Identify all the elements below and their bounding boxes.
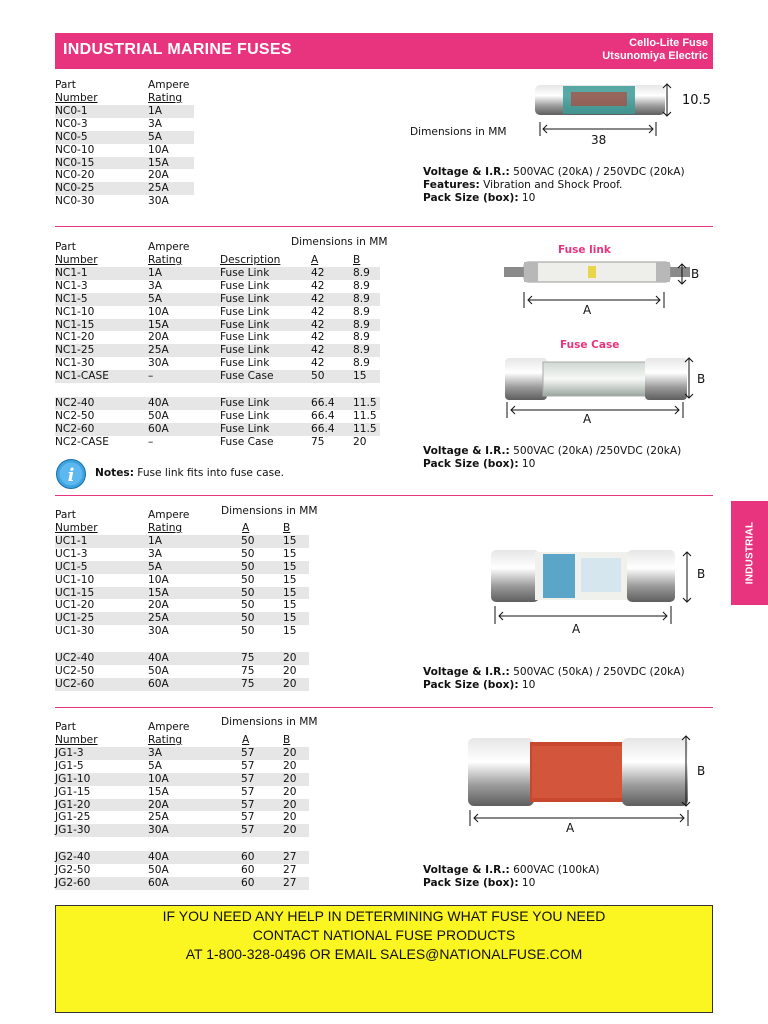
table-cell: JG2-40 xyxy=(55,851,91,863)
table-cell: 50 xyxy=(311,370,325,383)
table-cell: 75 xyxy=(241,652,255,664)
uc-header-a: A xyxy=(242,522,250,534)
notes-body: Fuse link fits into fuse case. xyxy=(133,467,284,479)
jg-hdr-part-line2: Number xyxy=(55,733,98,746)
table-cell: 42 xyxy=(311,344,325,357)
table-cell: 50A xyxy=(148,409,169,422)
table-cell: 20 xyxy=(283,785,297,798)
table-cell: JG2-60 xyxy=(55,876,91,889)
uc-header-part xyxy=(55,509,98,535)
nc-header-part xyxy=(55,241,98,267)
table-cell: 60A xyxy=(148,876,169,889)
table-cell: 3A xyxy=(148,747,162,759)
table-cell: 8.9 xyxy=(353,267,370,279)
table-cell: 1A xyxy=(148,267,162,279)
nc-header-dimensions: Dimensions in MM xyxy=(291,236,388,248)
uc-hdr-amp-line2: Rating xyxy=(148,521,183,534)
jg-fuse-diagram xyxy=(462,732,702,842)
table-cell: 50 xyxy=(241,625,255,638)
table-cell: 30A xyxy=(148,195,169,208)
table-cell: JG1-30 xyxy=(55,824,91,837)
table-cell: 20 xyxy=(283,772,297,785)
table-cell: 15 xyxy=(283,573,297,586)
uc-specs xyxy=(423,666,685,692)
fuse-link-diagram xyxy=(500,254,700,324)
table-cell: 57 xyxy=(241,811,255,824)
jg-dim-a: A xyxy=(566,821,575,835)
table-cell: 50A xyxy=(148,863,169,876)
table-cell: 42 xyxy=(311,318,325,331)
uc-pack-label: Pack Size (box): xyxy=(423,679,519,691)
uc-hdr-amp-line1: Ampere xyxy=(148,509,190,521)
table-cell: 20 xyxy=(283,798,297,811)
table-cell: 15 xyxy=(283,535,297,547)
table-cell: 1A xyxy=(148,535,162,547)
table-cell: UC2-60 xyxy=(55,677,95,690)
table-cell: 60A xyxy=(148,422,169,435)
table-cell: 57 xyxy=(241,824,255,837)
table-cell: 50 xyxy=(241,599,255,612)
table-cell: 20 xyxy=(283,759,297,772)
notes-text xyxy=(95,467,284,479)
table-cell: 8.9 xyxy=(353,292,370,305)
table-cell: 8.9 xyxy=(353,357,370,370)
table-cell: 8.9 xyxy=(353,331,370,344)
jg-header-part xyxy=(55,721,98,747)
page-title: INDUSTRIAL MARINE FUSES xyxy=(63,41,292,58)
table-cell: 75 xyxy=(311,435,325,448)
nc-header-description: Description xyxy=(220,254,281,266)
table-cell: Fuse Case xyxy=(220,370,274,383)
jg-pack: 10 xyxy=(518,877,536,889)
table-cell: NC0-10 xyxy=(55,143,95,156)
nc-header-a: A xyxy=(311,254,319,266)
brand-line-2: Utsunomiya Electric xyxy=(602,50,708,62)
uc-header-ampere xyxy=(148,509,189,535)
table-cell: 8.9 xyxy=(353,279,370,292)
table-cell: 20 xyxy=(283,677,297,690)
footer-line-3[interactable]: AT 1-800-328-0496 OR EMAIL SALES@NATIONALFUSE.COM xyxy=(185,946,583,962)
table-cell: 20 xyxy=(283,824,297,837)
table-cell: 60 xyxy=(241,863,255,876)
table-cell: 10A xyxy=(148,305,169,318)
table-cell: 40A xyxy=(148,851,169,863)
table-cell: Fuse Link xyxy=(220,305,270,318)
table-cell: 25A xyxy=(148,344,169,357)
jg-hdr-part-line1: Part xyxy=(55,721,76,733)
table-cell: 20A xyxy=(148,331,169,344)
table-cell: 20A xyxy=(148,599,169,612)
fuse-case-label: Fuse Case xyxy=(560,339,620,351)
table-cell: 15 xyxy=(353,370,367,383)
table-cell: 30A xyxy=(148,824,169,837)
table-cell: UC1-15 xyxy=(55,586,95,599)
table-cell: 42 xyxy=(311,267,325,279)
table-cell: 3A xyxy=(148,279,162,292)
table-cell: NC2-60 xyxy=(55,422,95,435)
table-cell: NC1-CASE xyxy=(55,370,109,383)
table-cell: 8.9 xyxy=(353,305,370,318)
table-cell: 60 xyxy=(241,851,255,863)
table-cell: JG1-25 xyxy=(55,811,91,824)
nc-hdr-part-line1: Part xyxy=(55,241,76,253)
nc-hdr-part-line2: Number xyxy=(55,253,98,266)
table-cell: 66.4 xyxy=(311,397,335,409)
jg-pack-label: Pack Size (box): xyxy=(423,877,519,889)
table-cell: 11.5 xyxy=(353,409,377,422)
table-cell: 15 xyxy=(283,612,297,625)
table-cell: 60A xyxy=(148,677,169,690)
fuse-link-label: Fuse link xyxy=(558,244,611,256)
table-cell: 11.5 xyxy=(353,422,377,435)
table-cell: NC2-40 xyxy=(55,397,95,409)
nc-header-b: B xyxy=(353,254,361,266)
table-cell: 11.5 xyxy=(353,397,377,409)
table-cell: 27 xyxy=(283,851,297,863)
table-cell: NC0-25 xyxy=(55,182,95,195)
fuse-link-dim-b: B xyxy=(691,267,700,281)
table-cell: UC1-25 xyxy=(55,612,95,625)
nc0-header-ampere xyxy=(148,79,189,105)
nc0-dim-label: Dimensions in MM xyxy=(410,126,507,138)
nc-pack-label: Pack Size (box): xyxy=(423,458,519,470)
jg-header-dimensions: Dimensions in MM xyxy=(221,716,318,728)
nc0-features-label: Features: xyxy=(423,179,480,191)
table-cell: UC1-1 xyxy=(55,535,88,547)
table-cell: Fuse Link xyxy=(220,331,270,344)
jg-voltage: 600VAC (100kA) xyxy=(509,864,600,876)
table-cell: 8.9 xyxy=(353,318,370,331)
table-cell: 75 xyxy=(241,664,255,677)
nc0-pack-label: Pack Size (box): xyxy=(423,192,519,204)
table-cell: UC1-10 xyxy=(55,573,95,586)
jg-header-ampere xyxy=(148,721,189,747)
table-cell: Fuse Link xyxy=(220,267,270,279)
nc-specs xyxy=(423,445,681,471)
table-cell: Fuse Link xyxy=(220,279,270,292)
uc-hdr-part-line2: Number xyxy=(55,521,98,534)
table-cell: NC0-3 xyxy=(55,117,88,130)
table-cell: NC1-5 xyxy=(55,292,88,305)
table-cell: 42 xyxy=(311,279,325,292)
footer-line-2: CONTACT NATIONAL FUSE PRODUCTS xyxy=(252,927,516,943)
table-cell: 5A xyxy=(148,759,162,772)
uc-voltage-label: Voltage & I.R.: xyxy=(423,666,510,678)
table-cell: Fuse Link xyxy=(220,318,270,331)
table-cell: 66.4 xyxy=(311,422,335,435)
table-cell: NC1-1 xyxy=(55,267,88,279)
table-cell: 15 xyxy=(283,586,297,599)
table-cell: 50 xyxy=(241,547,255,560)
jg-header-b: B xyxy=(283,734,291,746)
uc-voltage: 500VAC (50kA) / 250VDC (20kA) xyxy=(509,666,685,678)
table-cell: 57 xyxy=(241,785,255,798)
table-cell: NC1-25 xyxy=(55,344,95,357)
svg-text:i: i xyxy=(67,465,75,486)
table-cell: 50A xyxy=(148,664,169,677)
table-cell: 20A xyxy=(148,798,169,811)
table-cell: 20 xyxy=(283,747,297,759)
fuse-link-dim-a: A xyxy=(583,303,592,317)
nc0-hdr-amp-line1: Ampere xyxy=(148,79,190,91)
industrial-side-tab[interactable] xyxy=(731,501,768,605)
nc-hdr-amp-line1: Ampere xyxy=(148,241,190,253)
table-cell: Fuse Link xyxy=(220,409,270,422)
table-cell: 10A xyxy=(148,573,169,586)
table-cell: NC1-10 xyxy=(55,305,95,318)
notes-label: Notes: xyxy=(95,467,134,479)
uc-dim-b: B xyxy=(697,567,706,581)
table-cell: Fuse Link xyxy=(220,344,270,357)
table-cell: Fuse Link xyxy=(220,357,270,370)
table-cell: 8.9 xyxy=(353,344,370,357)
table-cell: 57 xyxy=(241,798,255,811)
table-cell: Fuse Link xyxy=(220,292,270,305)
table-cell: JG1-5 xyxy=(55,759,84,772)
table-cell: 15 xyxy=(283,625,297,638)
table-cell: 1A xyxy=(148,105,162,117)
table-cell: 42 xyxy=(311,292,325,305)
side-tab-label: INDUSTRIAL xyxy=(744,521,755,585)
table-cell: 27 xyxy=(283,876,297,889)
table-cell: 42 xyxy=(311,357,325,370)
table-cell: 15 xyxy=(283,599,297,612)
table-cell: – xyxy=(148,370,154,383)
table-cell: 10A xyxy=(148,772,169,785)
table-cell: NC2-CASE xyxy=(55,435,109,448)
nc0-hdr-part-line1: Part xyxy=(55,79,76,91)
table-cell: 27 xyxy=(283,863,297,876)
table-cell: 42 xyxy=(311,305,325,318)
table-cell: 50 xyxy=(241,586,255,599)
nc-pack: 10 xyxy=(518,458,536,470)
table-cell: 5A xyxy=(148,292,162,305)
uc-pack: 10 xyxy=(518,679,536,691)
table-cell: 42 xyxy=(311,331,325,344)
table-cell: JG1-20 xyxy=(55,798,91,811)
jg-dim-b: B xyxy=(697,764,706,778)
table-cell: 20 xyxy=(283,811,297,824)
table-cell: NC0-15 xyxy=(55,156,95,169)
uc-header-b: B xyxy=(283,522,291,534)
jg-voltage-label: Voltage & I.R.: xyxy=(423,864,510,876)
table-cell: 60 xyxy=(241,876,255,889)
fuse-case-dim-a: A xyxy=(583,412,592,426)
table-cell: 50 xyxy=(241,573,255,586)
uc-header-dimensions: Dimensions in MM xyxy=(221,505,318,517)
table-cell: JG1-3 xyxy=(55,747,84,759)
jg-hdr-amp-line1: Ampere xyxy=(148,721,190,733)
table-cell: 57 xyxy=(241,772,255,785)
brand-block xyxy=(602,37,708,63)
table-cell: 30A xyxy=(148,625,169,638)
brand-line-1: Cello-Lite Fuse xyxy=(629,37,708,49)
nc0-voltage: 500VAC (20kA) / 250VDC (20kA) xyxy=(509,166,685,178)
table-cell: 15A xyxy=(148,318,169,331)
table-cell: NC1-3 xyxy=(55,279,88,292)
table-cell: 3A xyxy=(148,117,162,130)
nc-hdr-amp-line2: Rating xyxy=(148,253,183,266)
table-cell: 50 xyxy=(241,535,255,547)
nc-header-ampere xyxy=(148,241,189,267)
fuse-case-dim-b: B xyxy=(697,372,706,386)
nc0-specs xyxy=(423,166,685,205)
table-cell: 10A xyxy=(148,143,169,156)
table-cell: UC1-30 xyxy=(55,625,95,638)
nc0-pack: 10 xyxy=(518,192,536,204)
uc-fuse-diagram xyxy=(485,540,705,640)
uc-dim-a: A xyxy=(572,622,581,636)
table-cell: 20 xyxy=(283,652,297,664)
section-divider xyxy=(55,495,713,496)
table-cell: NC0-1 xyxy=(55,105,88,117)
table-cell: 40A xyxy=(148,652,169,664)
table-cell: 15A xyxy=(148,785,169,798)
table-cell: UC1-3 xyxy=(55,547,88,560)
table-cell: 25A xyxy=(148,182,169,195)
table-cell: Fuse Link xyxy=(220,422,270,435)
table-cell: 5A xyxy=(148,130,162,143)
fuse-case-diagram xyxy=(495,350,705,430)
footer-line-1: IF YOU NEED ANY HELP IN DETERMINING WHAT FUSE YOU NEED xyxy=(162,908,606,924)
table-cell: 5A xyxy=(148,560,162,573)
nc0-hdr-amp-line2: Rating xyxy=(148,91,183,104)
table-cell: 57 xyxy=(241,747,255,759)
table-cell: NC1-20 xyxy=(55,331,95,344)
table-cell: NC1-15 xyxy=(55,318,95,331)
table-cell: 15A xyxy=(148,156,169,169)
table-cell: 30A xyxy=(148,357,169,370)
table-cell: 25A xyxy=(148,612,169,625)
nc-voltage-label: Voltage & I.R.: xyxy=(423,445,510,457)
nc0-dim-width: 38 xyxy=(591,133,607,147)
table-cell: 20A xyxy=(148,169,169,182)
table-cell: 20 xyxy=(353,435,367,448)
jg-header-a: A xyxy=(242,734,250,746)
table-cell: UC1-20 xyxy=(55,599,95,612)
table-cell: 57 xyxy=(241,759,255,772)
table-cell: JG2-50 xyxy=(55,863,91,876)
table-cell: UC1-5 xyxy=(55,560,88,573)
table-cell: JG1-10 xyxy=(55,772,91,785)
nc0-voltage-label: Voltage & I.R.: xyxy=(423,166,510,178)
table-cell: – xyxy=(148,435,154,448)
table-cell: JG1-15 xyxy=(55,785,91,798)
nc0-fuse-diagram xyxy=(505,78,720,150)
nc0-dim-height: 10.5 xyxy=(682,93,711,108)
jg-specs xyxy=(423,864,600,890)
table-cell: 3A xyxy=(148,547,162,560)
table-cell: 50 xyxy=(241,560,255,573)
table-cell: 66.4 xyxy=(311,409,335,422)
table-cell: NC0-5 xyxy=(55,130,88,143)
table-cell: UC2-50 xyxy=(55,664,95,677)
help-footer-box xyxy=(55,905,713,1013)
nc0-hdr-part-line2: Number xyxy=(55,91,98,104)
table-cell: NC0-30 xyxy=(55,195,95,208)
uc-hdr-part-line1: Part xyxy=(55,509,76,521)
table-cell: 50 xyxy=(241,612,255,625)
table-cell: NC0-20 xyxy=(55,169,95,182)
table-cell: Fuse Link xyxy=(220,397,270,409)
table-cell: 20 xyxy=(283,664,297,677)
table-cell: 75 xyxy=(241,677,255,690)
table-cell: 15 xyxy=(283,560,297,573)
table-cell: NC1-30 xyxy=(55,357,95,370)
table-cell: UC2-40 xyxy=(55,652,95,664)
section-divider xyxy=(55,226,713,227)
table-cell: 25A xyxy=(148,811,169,824)
table-cell: 40A xyxy=(148,397,169,409)
table-cell: NC2-50 xyxy=(55,409,95,422)
section-divider xyxy=(55,707,713,708)
nc-voltage: 500VAC (20kA) /250VDC (20kA) xyxy=(509,445,682,457)
table-cell: 15 xyxy=(283,547,297,560)
jg-hdr-amp-line2: Rating xyxy=(148,733,183,746)
table-cell: 15A xyxy=(148,586,169,599)
table-cell: Fuse Case xyxy=(220,435,274,448)
info-icon xyxy=(55,458,87,490)
nc0-features: Vibration and Shock Proof. xyxy=(479,179,623,191)
nc0-header-part xyxy=(55,79,98,105)
page-header xyxy=(55,33,713,69)
